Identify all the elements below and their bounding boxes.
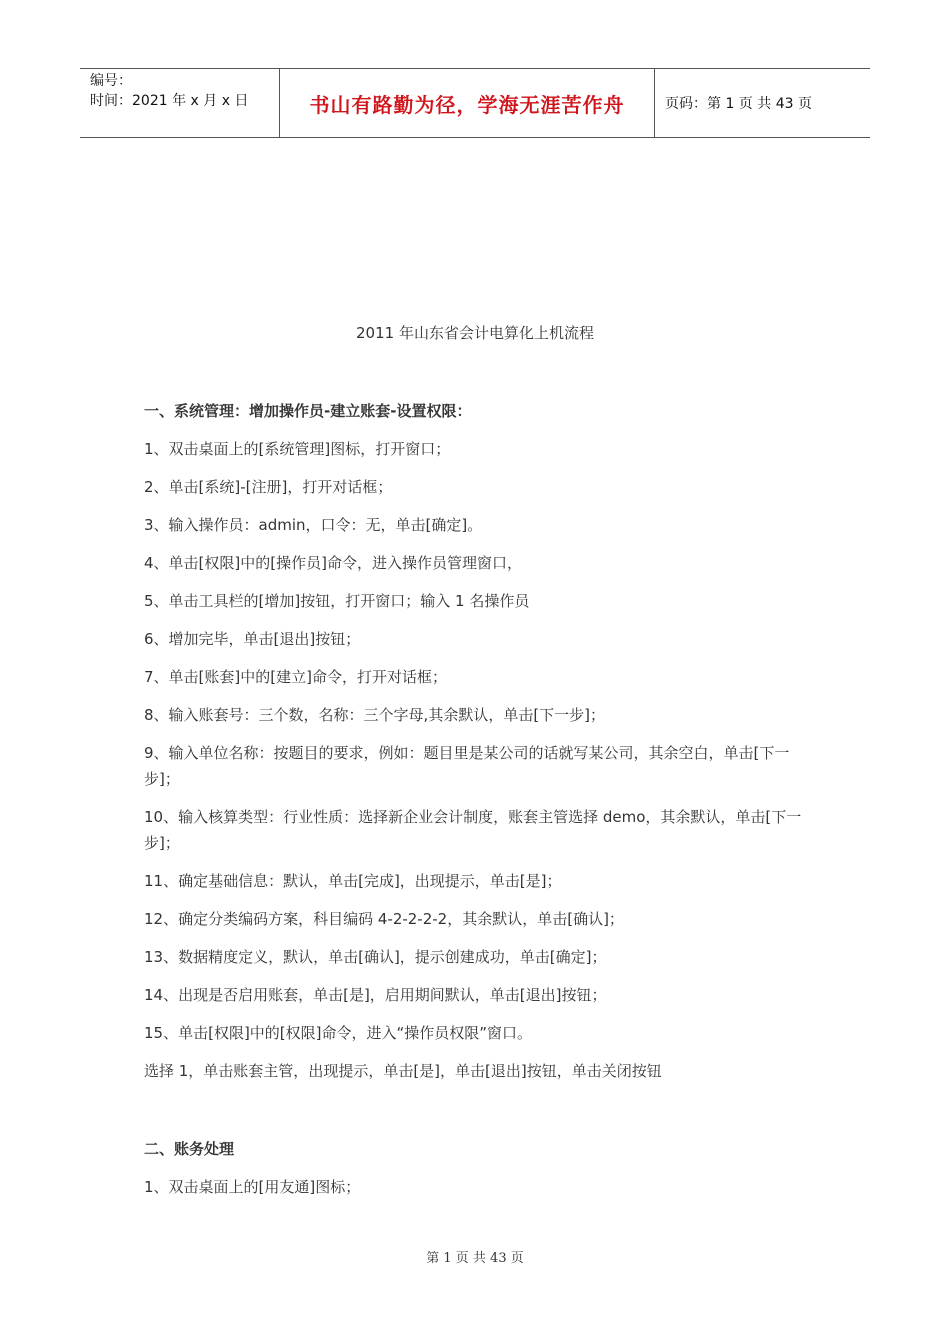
document-title: 2011 年山东省会计电算化上机流程 <box>356 324 594 342</box>
step-line: 选择 1，单击账套主管，出现提示，单击[是]，单击[退出]按钮，单击关闭按钮 <box>144 1062 662 1080</box>
document-header <box>80 68 870 138</box>
step-line: 1、双击桌面上的[系统管理]图标，打开窗口； <box>144 440 451 458</box>
step-line: 15、单击[权限]中的[权限]命令，进入“操作员权限”窗口。 <box>144 1024 533 1042</box>
step-line: 6、增加完毕，单击[退出]按钮； <box>144 630 361 648</box>
step-line: 5、单击工具栏的[增加]按钮，打开窗口；输入 1 名操作员 <box>144 592 530 610</box>
header-page-info: 页码：第 1 页 共 43 页 <box>665 96 812 112</box>
step-line: 7、单击[账套]中的[建立]命令，打开对话框； <box>144 668 447 686</box>
header-meta <box>80 69 280 137</box>
header-motto: 书山有路勤为径，学海无涯苦作舟 <box>280 69 655 137</box>
step-line: 3、输入操作员：admin，口令：无，单击[确定]。 <box>144 516 483 534</box>
step-line: 8、输入账套号：三个数，名称：三个字母,其余默认，单击[下一步]； <box>144 706 606 724</box>
step-line: 14、出现是否启用账套，单击[是]，启用期间默认，单击[退出]按钮； <box>144 986 607 1004</box>
time-label: 时间：2021 年 x 月 x 日 <box>90 93 249 109</box>
section-heading-system-management: 一、系统管理：增加操作员-建立账套-设置权限： <box>144 402 472 420</box>
page-footer: 第 1 页 共 43 页 <box>426 1251 524 1266</box>
step-line: 10、输入核算类型：行业性质：选择新企业会计制度，账套主管选择 demo，其余默认，单击[下一步]； <box>144 808 802 852</box>
step-line: 4、单击[权限]中的[操作员]命令，进入操作员管理窗口， <box>144 554 522 572</box>
step-line: 13、数据精度定义，默认，单击[确认]，提示创建成功，单击[确定]； <box>144 948 607 966</box>
step-line: 9、输入单位名称：按题目的要求，例如：题目里是某公司的话就写某公司，其余空白，单击[下一步]； <box>144 744 790 788</box>
step-line: 12、确定分类编码方案，科目编码 4-2-2-2-2，其余默认，单击[确认]； <box>144 910 624 928</box>
step-line: 11、确定基础信息：默认，单击[完成]，出现提示，单击[是]； <box>144 872 562 890</box>
step-line: 1、双击桌面上的[用友通]图标； <box>144 1178 361 1196</box>
step-line: 2、单击[系统]-[注册]，打开对话框； <box>144 478 393 496</box>
number-label: 编号： <box>90 73 132 89</box>
section-heading-accounting: 二、账务处理 <box>144 1140 235 1158</box>
